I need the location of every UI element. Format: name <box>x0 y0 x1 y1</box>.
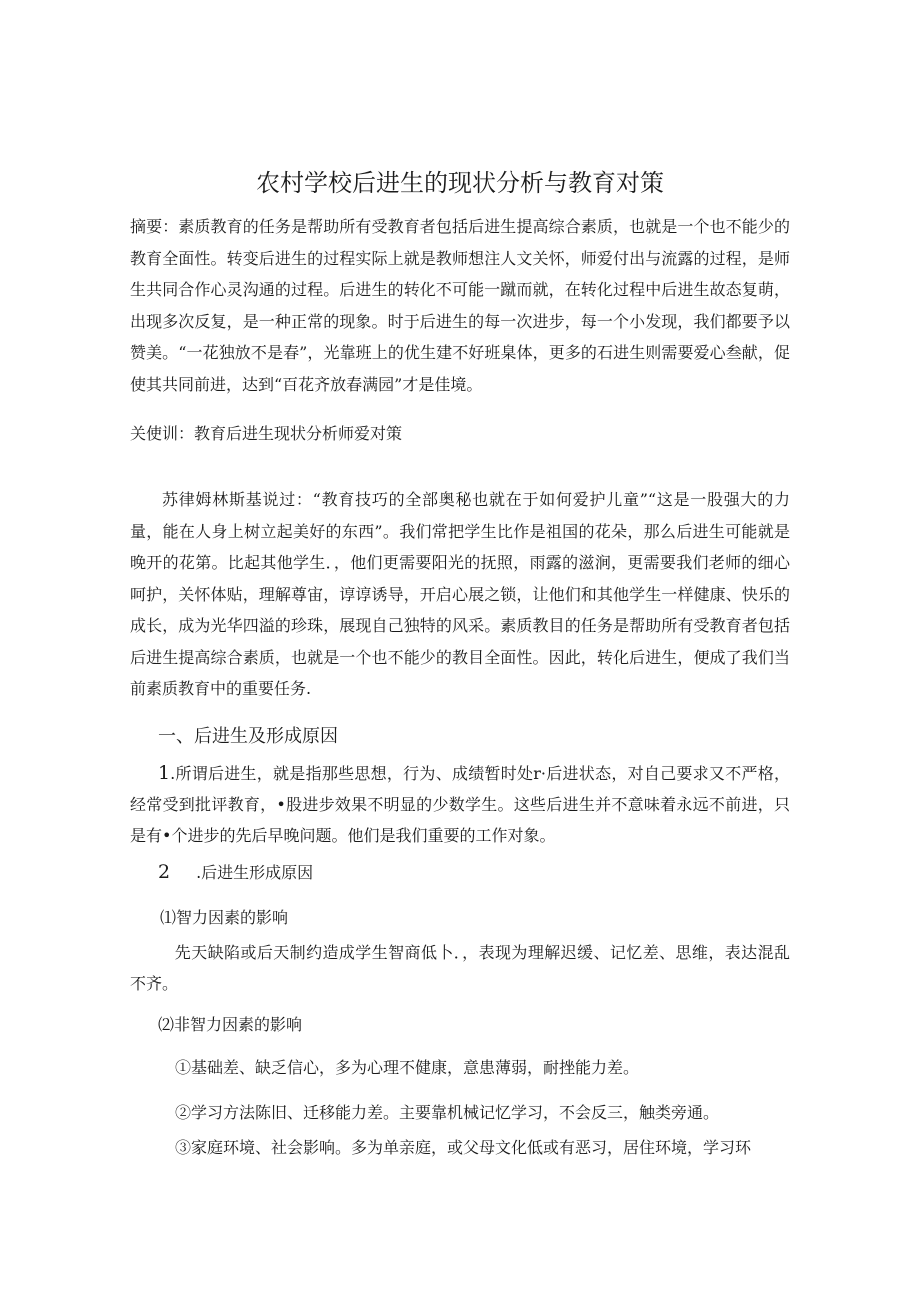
intro-paragraph: 苏律姆林斯基说过：“教育技巧的全部奥秘也就在于如何爱护儿童”“这是一股强大的力量，能在人身上树立起美好的东西”。我们常把学生比作是祖国的花朵，那么后进生可能就是晚开的花第。比起其他学生．，他们更需要阳光的抚照，雨露的滋涧，更需要我们老师的细心呵护，关怀体贴，理解尊宙，谆谆诱导，开启心展之锁，让他们和其他学生一样健康、快乐的成长，成为光华四溢的珍珠，展现自己独特的风采。素质教目的任务是帮助所有受教育者包括后进生提高综合素质，也就是一个也不能少的教目全面性。因此，转化后进生，便成了我们当前素质教育中的重要任务. <box>130 490 790 698</box>
definition-paragraph <box>130 758 790 851</box>
causes-heading <box>158 858 313 887</box>
item-number: 2 <box>158 861 171 883</box>
intelligence-factor-heading: ⑴智力因素的影响 <box>160 908 289 927</box>
intelligence-factor-paragraph: 先天缺陷或后天制约造成学生智商低卜．，表现为理解迟缓、记忆差、思维，表达混乱不齐。 <box>130 943 790 993</box>
abstract-paragraph: 摘要：素质教育的任务是帮助所有受教育者包括后进生提高综合素质，也就是一个也不能少的教育全面性。转变后进生的过程实际上就是教师想注人文关怀，师爱付出与流露的过程，是师生共同合作心灵沟通的过程。后进生的转化不可能一蹴而就，在转化过程中后进生故态复萌，出现多次反复，是一种正常的现象。时于后进生的每一次进步，每一个小发现，我们都要予以赞美。“一花独放不是春”，光靠班上的优生建不好班臬体，更多的石进生则需要爱心叁献，促使其共同前进，达到“百花齐放春满园”才是佳境。 <box>130 217 790 394</box>
section-heading: 一、后进生及形成原因 <box>158 726 338 747</box>
list-item: ①基础差、缺乏信心，多为心理不健康，意患薄弱，耐挫能力差。 <box>175 1058 640 1077</box>
item-number: 1 <box>158 762 171 784</box>
definition-text: .所谓后进生，就是指那些思想，行为、成绩暂时处r·后进状态，对自己要求又不严格，经常受到批评教育，•股进步效果不明显的少数学生。这些后进生并不意味着永远不前进，只是有•个进步的先后早晚问题。他们是我们重要的工作对象。 <box>130 764 790 845</box>
list-item: ②学习方法陈旧、迁移能力差。主要靠机械记忆学习，不会反三，触类旁通。 <box>175 1103 720 1122</box>
list-item: ③家庭环境、社会影响。多为单亲庭，或父母文化低或有恶习，居住环境，学习环 <box>175 1138 752 1157</box>
document-title: 农村学校后进生的现状分析与教育对策 <box>256 169 664 197</box>
causes-heading-text: .后进生形成原因 <box>196 863 314 882</box>
keywords-line: 关使训：教育后进生现状分析师爱对策 <box>130 424 403 443</box>
non-intelligence-factor-heading: ⑵非智力因素的影响 <box>158 1015 303 1034</box>
